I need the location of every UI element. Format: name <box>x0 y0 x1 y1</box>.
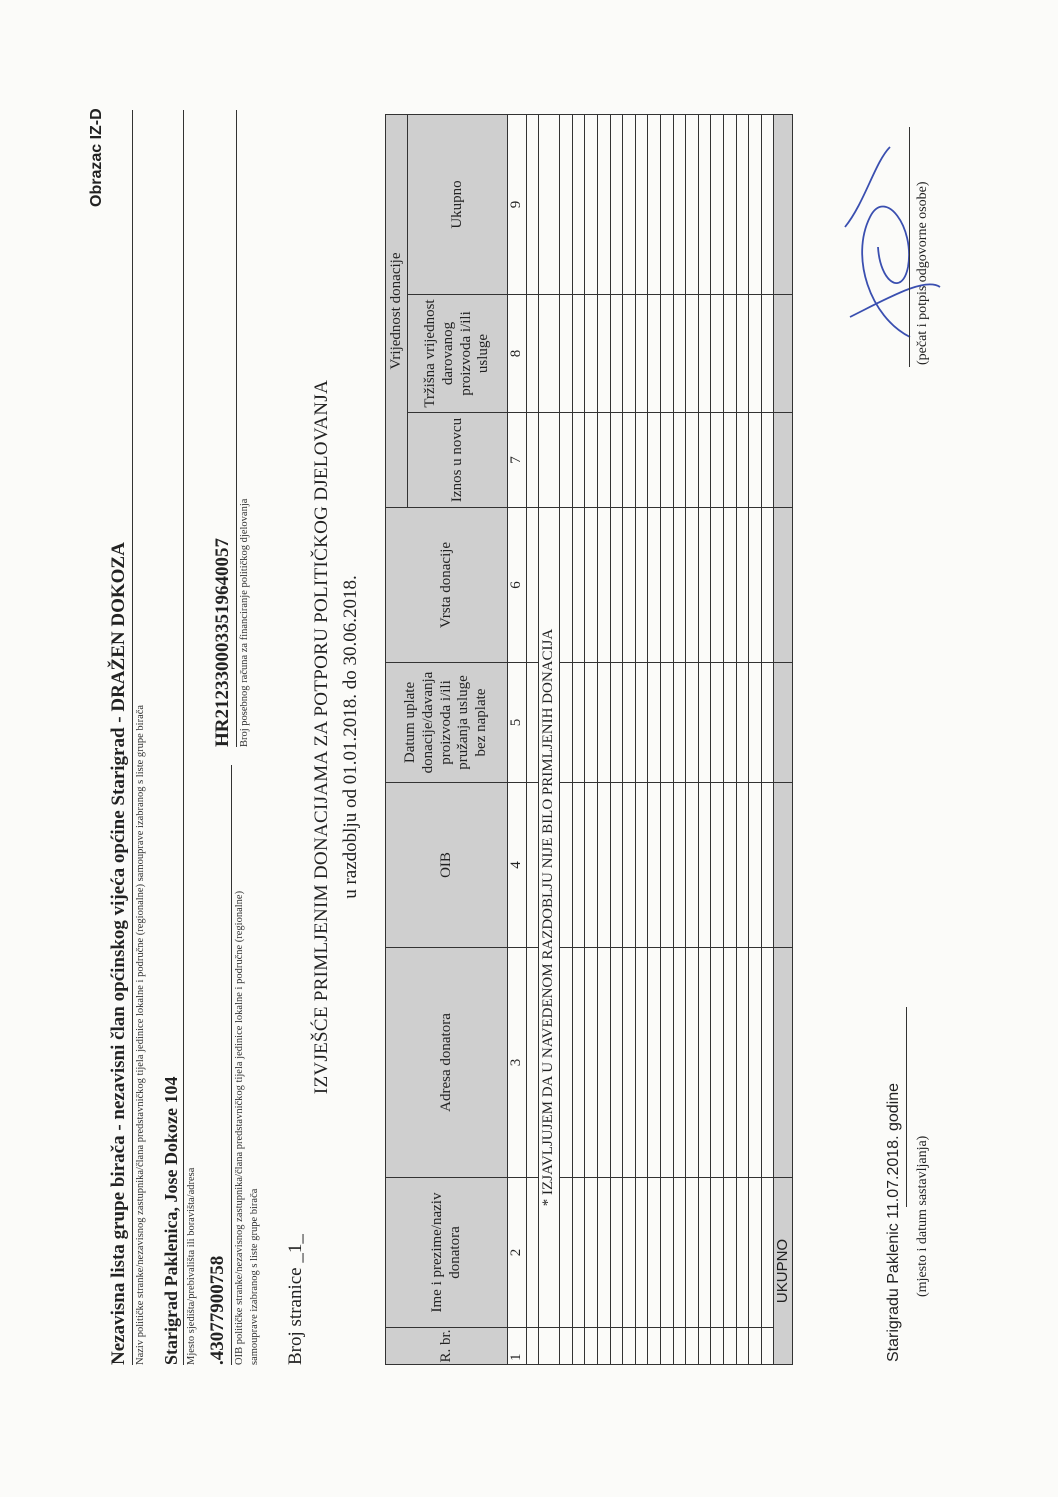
col-num-6: 6 <box>508 508 527 663</box>
col-num-8: 8 <box>508 295 527 413</box>
table-row <box>610 115 623 1365</box>
table-row <box>749 115 762 1365</box>
col-header-oib: OIB <box>386 783 508 948</box>
page-count: Broj stranice _1_ <box>285 1234 306 1365</box>
signature-underline <box>909 127 910 367</box>
donations-table <box>385 114 793 1365</box>
col-header-rbr: R. br. <box>386 1328 508 1365</box>
hq-address: Starigrad Paklenica, Jose Dokoze 104 <box>161 1076 181 1365</box>
place-date-caption: (mjesto i datum sastavljanja) <box>915 1135 930 1297</box>
table-row <box>648 115 661 1365</box>
table-row <box>560 115 573 1365</box>
table-row <box>598 115 611 1365</box>
report-title: IZVJEŠĆE PRIMLJENIM DONACIJAMA ZA POTPORU POLITIČKOG DJELOVANJA <box>311 379 332 1095</box>
account-value: HR2123300033519640057 <box>212 538 233 747</box>
table-row <box>572 115 585 1365</box>
declaration-row <box>539 115 560 1365</box>
header-row-1 <box>386 115 408 1365</box>
oib-underline <box>231 765 232 1365</box>
col-group-donation-value: Vrijednost donacije <box>386 115 408 508</box>
col-header-donor-address: Adresa donatora <box>386 948 508 1178</box>
signature-mark <box>830 137 950 377</box>
table-row <box>736 115 749 1365</box>
table-row <box>635 115 648 1365</box>
total-label: UKUPNO <box>774 1178 793 1365</box>
address-underline <box>183 110 184 1365</box>
col-num-2: 2 <box>508 1178 527 1328</box>
oib-caption-1: OIB političke stranke/nezavisnog zastupnika/člana predstavničkog tijela jedinice lokalne i područne (regionalne) <box>234 890 245 1365</box>
oib-value: .43077900758 <box>207 1255 228 1365</box>
table-row <box>698 115 711 1365</box>
table-row <box>711 115 724 1365</box>
oib-caption-2: samouprave izabranog s liste grupe birača <box>249 1188 260 1365</box>
place-date-underline <box>906 1007 907 1207</box>
col-header-donor-name: Ime i prezime/naziv donatora <box>386 1178 508 1328</box>
col-header-date: Datum uplate donacije/davanja proizvoda i/ili pružanja usluge bez naplate <box>386 663 508 783</box>
col-num-4: 4 <box>508 783 527 948</box>
place-and-date: Starigradu Paklenic 11.07.2018. godine <box>885 1082 902 1362</box>
col-header-total: Ukupno <box>408 115 508 295</box>
col-num-5: 5 <box>508 663 527 783</box>
table-row <box>686 115 699 1365</box>
col-num-3: 3 <box>508 948 527 1178</box>
col-header-cash: Iznos u novcu <box>408 413 508 508</box>
column-number-row <box>508 115 527 1365</box>
table-row <box>526 115 539 1365</box>
col-num-7: 7 <box>508 413 527 508</box>
account-caption: Broj posebnog računa za financiranje političkog djelovanja <box>239 498 250 747</box>
table-row <box>673 115 686 1365</box>
col-header-donation-type: Vrsta donacije <box>386 508 508 663</box>
party-caption: Naziv političke stranke/nezavisnog zastupnika/člana predstavničkog tijela jedinice lokalne i područne (regionalne) samouprave izabranog s liste grupe birača <box>135 704 146 1365</box>
signature-caption: (pečat i potpis odgovorne osobe) <box>915 181 930 365</box>
report-period: u razdoblju od 01.01.2018. do 30.06.2018. <box>340 575 361 899</box>
col-num-9: 9 <box>508 115 527 295</box>
table-row <box>661 115 674 1365</box>
form-code: Obrazac IZ-D <box>88 108 105 207</box>
address-caption: Mjesto sjedišta/prebivališta ili boravišta/adresa <box>186 1167 197 1365</box>
total-row <box>774 115 793 1365</box>
col-num-1: 1 <box>508 1328 527 1365</box>
table-row <box>761 115 774 1365</box>
table-row <box>585 115 598 1365</box>
table-row <box>623 115 636 1365</box>
table-row <box>724 115 737 1365</box>
no-donations-declaration: * IZJAVLJUJEM DA U NAVEDENOM RAZDOBLJU NIJE BILO PRIMLJENIH DONACIJA <box>539 508 560 1328</box>
party-name: Nezavisna lista grupe birača - nezavisni član općinskog vijeća općine Starigrad - DRAŽEN DOKOZA <box>108 542 129 1365</box>
party-name-underline <box>132 110 133 1365</box>
account-underline <box>236 110 237 747</box>
col-header-market-value: Tržišna vrijednost darovanog proizvoda i/ili usluge <box>408 295 508 413</box>
